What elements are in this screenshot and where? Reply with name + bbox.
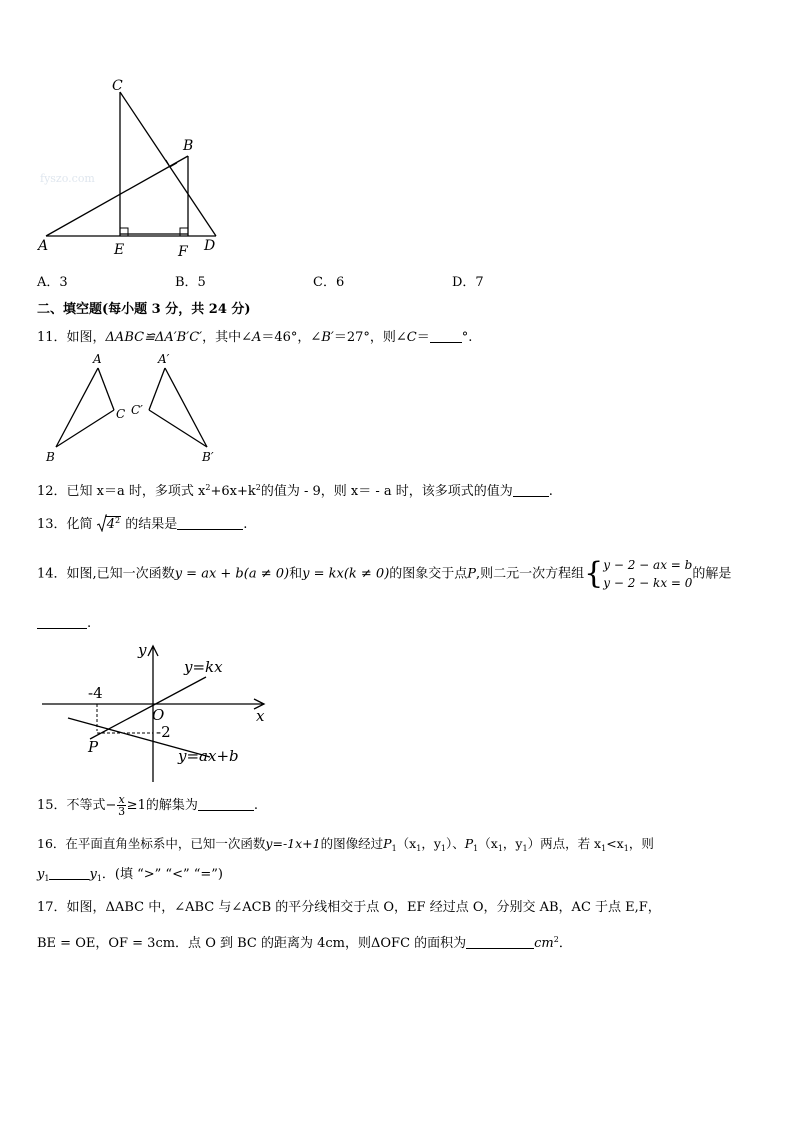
q11-answer-blank[interactable] — [430, 330, 462, 343]
q15-text2: 的解集为 — [145, 798, 198, 813]
q15-minus: − — [105, 798, 117, 813]
q16-answer-blank[interactable] — [49, 867, 89, 880]
q14-point: P — [467, 566, 477, 582]
question-11 — [37, 326, 472, 345]
q17-text2: BE = OE，OF = 3cm．点 O 到 BC 的距离为 4cm，则ΔOFC 的面积为 — [37, 936, 467, 951]
watermark-text: fyszo.com — [40, 172, 95, 185]
q12-text3: 的值为 - 9，则 x＝ - a 时，该多项式的值为 — [260, 484, 513, 499]
q13-end: . — [243, 517, 248, 532]
fig14-label-x: x — [256, 707, 265, 725]
q14-end: . — [87, 616, 92, 631]
fig10-label-D: D — [204, 238, 216, 254]
q14-graph-figure — [38, 640, 278, 785]
q16-x2-sub: 1 — [497, 844, 503, 853]
q15-denominator: 3 — [118, 805, 126, 818]
q14-system — [603, 556, 692, 592]
q12-sup1: 2 — [205, 483, 211, 492]
question-16-line2 — [37, 863, 223, 883]
fig11-label-C2: C′ — [131, 403, 143, 417]
q11-given2: ＝27°，则∠ — [333, 330, 407, 345]
q17-end: ． — [558, 936, 572, 951]
q15-numerator: x — [118, 793, 125, 806]
q16-lt: <x — [606, 836, 624, 851]
q16-p2-sub: 1 — [473, 844, 479, 853]
q16-line2-y2: y — [89, 867, 97, 882]
q10-triangle-figure — [30, 70, 230, 265]
q12-answer-blank[interactable] — [513, 484, 549, 497]
q14-c2: (k ≠ 0) — [343, 566, 390, 582]
q16-tail: ，则 — [628, 836, 654, 851]
fig14-label-line1: y=kx — [184, 658, 223, 676]
q12-text1: 12．已知 x＝a 时，多项式 x — [37, 484, 206, 499]
q17-unit-sup: 2 — [553, 935, 559, 944]
question-14 — [37, 556, 731, 593]
q16-function: y=-1x+1 — [265, 836, 321, 851]
q14-answer-blank[interactable] — [37, 616, 87, 629]
q11-angle-b: B′ — [321, 330, 334, 345]
sqrt-sign-icon — [97, 514, 107, 532]
q16-p1-coords: （x — [396, 836, 417, 851]
q11-end: °. — [461, 330, 473, 345]
option-b[interactable]: B．5 — [175, 275, 206, 290]
q17-text1: 17．如图，ΔABC 中，∠ABC 与∠ACB 的平分线相交于点 O，EF 经过点 O，分别交 AB，AC 于点 E,F， — [37, 900, 661, 915]
q16-cmp-b: 1 — [623, 844, 629, 853]
q14-text5: 的解是 — [692, 566, 732, 582]
q14-text2: 和 — [289, 566, 303, 582]
fig14-label-neg4: -4 — [88, 684, 103, 702]
q16-p1: P — [383, 836, 392, 851]
q14-eq1: y − 2 − ax = b — [603, 558, 693, 572]
q14-f1: y = ax + b — [174, 566, 244, 582]
q15-answer-blank[interactable] — [198, 798, 254, 811]
q15-text1: 15．不等式 — [37, 798, 106, 813]
option-a[interactable]: A．3 — [37, 275, 68, 290]
q13-text1: 13．化简 — [37, 517, 93, 532]
q16-cmp-a: 1 — [601, 844, 607, 853]
q11-angle-a: A — [252, 330, 262, 345]
fig11-label-B: B — [46, 450, 55, 464]
question-17-line2 — [37, 932, 572, 951]
option-d[interactable]: D．7 — [452, 275, 484, 290]
fig10-label-F: F — [178, 244, 188, 260]
question-13 — [37, 513, 247, 532]
fig11-label-B2: B′ — [202, 450, 214, 464]
q15-end: . — [253, 798, 258, 813]
q13-sqrt — [97, 516, 121, 532]
q16-text2: 的图像经过 — [320, 836, 384, 851]
fig11-label-A2: A′ — [158, 352, 170, 366]
q11-prefix: 11．如图， — [37, 330, 106, 345]
q14-text4: ,则二元一次方程组 — [476, 566, 585, 582]
question-12 — [37, 480, 553, 499]
q13-answer-blank[interactable] — [177, 517, 243, 530]
q11-angle-c: C — [406, 330, 417, 345]
q16-p2-coords: （x — [478, 836, 498, 851]
fig14-label-O: O — [152, 706, 165, 724]
question-15 — [37, 788, 258, 824]
q12-sup2: 2 — [255, 483, 261, 492]
q14-c1: (a ≠ 0) — [243, 566, 290, 582]
q17-unit: cm — [534, 936, 554, 951]
q11-mid: ，其中∠ — [202, 330, 252, 345]
q13-exp: 2 — [114, 516, 121, 525]
q16-line2-y2sub: 1 — [96, 874, 102, 883]
q14-text3: 的图象交于点 — [389, 566, 468, 582]
question-14-answer-line — [37, 616, 91, 631]
fig10-label-B: B — [183, 138, 194, 154]
q14-eq2: y − 2 − kx = 0 — [603, 576, 693, 590]
q14-text1: 14．如图,已知一次函数 — [37, 566, 175, 582]
q16-comma2: ，y — [502, 836, 523, 851]
q16-y2-sub: 1 — [522, 844, 528, 853]
question-17 — [37, 896, 661, 915]
q11-tail: ＝ — [416, 330, 430, 345]
option-c[interactable]: C．6 — [313, 275, 345, 290]
q13-radicand: 4 — [106, 517, 115, 532]
q16-line2-ysub: 1 — [44, 874, 50, 883]
q16-p2: P — [464, 836, 474, 851]
q16-comma1: ，y — [421, 836, 441, 851]
q12-end: . — [548, 484, 553, 499]
fig10-label-A: A — [38, 238, 49, 254]
q16-close2: ）两点，若 x — [527, 836, 602, 851]
q15-fraction — [117, 794, 125, 817]
fig14-label-P: P — [88, 738, 99, 756]
q16-text1: 16．在平面直角坐标系中，已知一次函数 — [37, 836, 266, 851]
q14-brace: { — [584, 556, 604, 591]
q14-f2: y = kx — [302, 566, 344, 582]
fig14-label-neg2: -2 — [156, 723, 171, 741]
fig11-label-C: C — [116, 407, 126, 421]
question-16 — [37, 834, 654, 853]
fig10-label-E: E — [114, 242, 125, 258]
q11-given1: ＝46°，∠ — [261, 330, 322, 345]
fig14-label-line2: y=ax+b — [178, 747, 239, 765]
fig11-label-A: A — [93, 352, 102, 366]
q11-congruence: ΔABC≌ΔA′B′C′ — [105, 330, 203, 345]
q16-close1: ）、 — [445, 836, 465, 851]
q13-text2: 的结果是 — [125, 517, 178, 532]
q12-text2: +6x+k — [210, 484, 256, 499]
section-title: 二、填空题(每小题 3 分，共 24 分) — [37, 302, 251, 317]
q16-line2-y: y — [37, 867, 45, 882]
fig10-label-C: C — [112, 78, 123, 94]
q17-answer-blank[interactable] — [466, 936, 534, 949]
q16-line2-hint: ．(填 “>” “<” “=”) — [101, 867, 224, 882]
q16-y1-sub: 1 — [440, 844, 446, 853]
q16-p1-sub: 1 — [391, 844, 397, 853]
fig14-label-y: y — [138, 641, 147, 659]
q16-x1-sub: 1 — [416, 844, 422, 853]
q15-rel: ≥1 — [126, 798, 146, 813]
q11-triangles-figure — [40, 350, 230, 468]
